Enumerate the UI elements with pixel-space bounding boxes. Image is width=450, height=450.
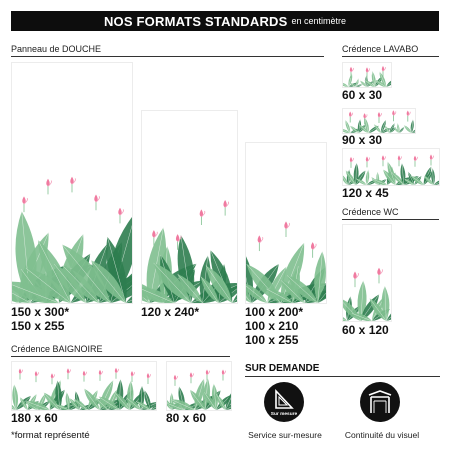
wc-heading: Crédence WC — [342, 207, 399, 217]
lavabo-panel-60x30 — [342, 62, 392, 88]
size-text: 100 x 210 — [245, 319, 299, 333]
lavabo-rule — [342, 56, 439, 57]
foliage-illustration — [343, 109, 415, 133]
douche-label-120 — [141, 305, 199, 319]
foliage-illustration — [167, 362, 231, 410]
douche-heading: Panneau de DOUCHE — [11, 44, 102, 54]
sur-mesure-icon — [264, 382, 304, 422]
banner-title: NOS FORMATS STANDARDS — [103, 13, 288, 29]
service-caption: Service sur-mesure — [248, 430, 322, 440]
size-text: 150 x 255 — [11, 319, 65, 333]
title-banner — [11, 11, 439, 31]
sur-demande-heading: SUR DEMANDE — [245, 363, 320, 374]
douche-panel-100 — [245, 142, 327, 304]
wc-label-60x120: 60 x 120 — [342, 323, 389, 337]
foliage-illustration — [142, 191, 237, 303]
baignoire-label-80x60: 80 x 60 — [166, 411, 207, 425]
foliage-illustration — [12, 163, 132, 303]
continuite-caption: Continuité du visuel — [344, 430, 420, 440]
baignoire-panel-80x60 — [166, 361, 232, 411]
foliage-illustration — [343, 259, 391, 321]
banner-subtitle: en centimètre — [291, 16, 347, 26]
lavabo-label-90x30: 90 x 30 — [342, 133, 383, 147]
baignoire-panel-180x60 — [11, 361, 157, 411]
wc-panel-60x120 — [342, 224, 392, 322]
size-text: 100 x 255 — [245, 333, 299, 347]
douche-label-150 — [11, 305, 69, 333]
baignoire-heading: Crédence BAIGNOIRE — [11, 344, 103, 354]
douche-panel-120 — [141, 110, 238, 304]
continuite-icon — [360, 382, 400, 422]
wc-rule — [342, 219, 439, 220]
douche-panel-150 — [11, 62, 133, 304]
douche-rule — [11, 56, 324, 57]
size-text: 120 x 240* — [141, 305, 200, 319]
sur-demande-rule — [245, 376, 440, 377]
sur-mesure-icon-text: Sur mesure — [270, 412, 298, 417]
foliage-illustration — [12, 362, 156, 410]
lavabo-panel-90x30 — [342, 108, 416, 134]
foliage-illustration — [343, 63, 391, 87]
baignoire-rule — [11, 356, 230, 357]
lavabo-label-60x30: 60 x 30 — [342, 88, 383, 102]
lavabo-heading: Crédence LAVABO — [342, 44, 419, 54]
foliage-illustration — [246, 203, 326, 303]
foliage-illustration — [343, 149, 439, 185]
lavabo-panel-120x45 — [342, 148, 440, 186]
lavabo-label-120x45: 120 x 45 — [342, 186, 389, 200]
size-text: 150 x 300* — [11, 305, 70, 319]
size-text: 100 x 200* — [245, 305, 304, 319]
baignoire-label-180x60: 180 x 60 — [11, 411, 58, 425]
footnote: *format représenté — [11, 430, 90, 441]
douche-label-100 — [245, 305, 303, 347]
